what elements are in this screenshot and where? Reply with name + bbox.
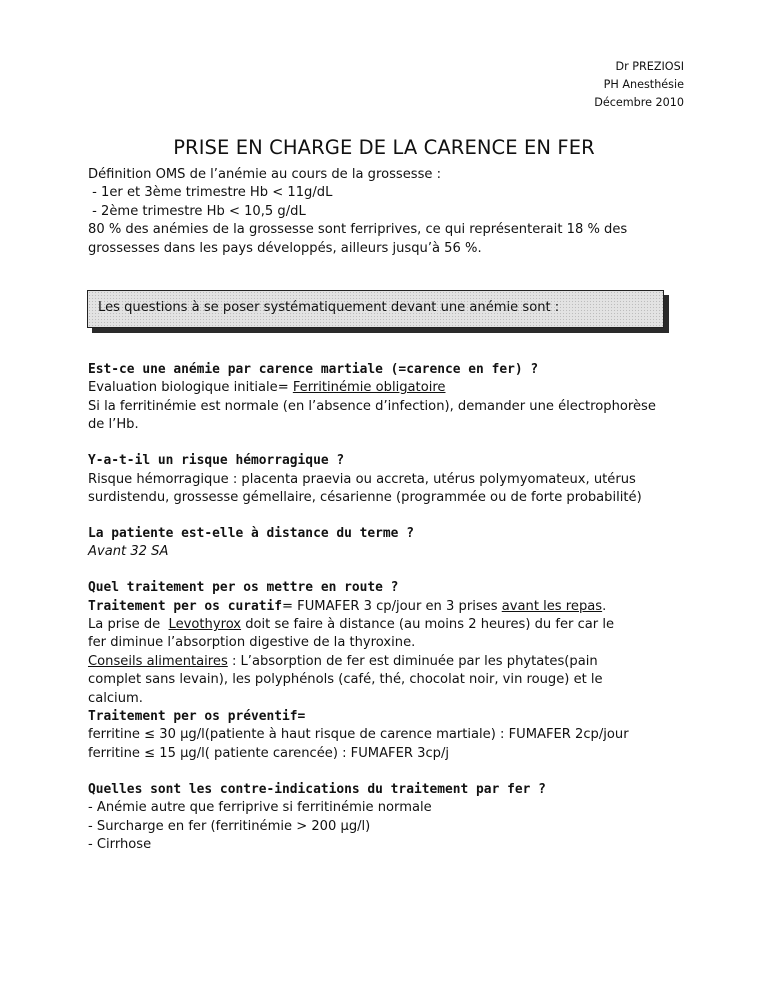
- document-date: Décembre 2010: [594, 96, 684, 109]
- paragraph: ferritine ≤ 30 µg/l(patiente à haut risque de carence martiale) : FUMAFER 2cp/jour: [88, 727, 629, 743]
- question-heading: Quel traitement per os mettre en route ?: [88, 580, 399, 596]
- curatif-label: Traitement per os curatif: [88, 598, 283, 614]
- question-block-1: [88, 361, 698, 435]
- paragraph: [88, 653, 698, 671]
- page-title: PRISE EN CHARGE DE LA CARENCE EN FER: [173, 136, 595, 159]
- question-heading: Est-ce une anémie par carence martiale (=carence en fer) ?: [88, 362, 539, 377]
- callout-box: [87, 290, 670, 334]
- question-block-2: [88, 452, 698, 507]
- criterion-item: - 2ème trimestre Hb < 10,5 g/dL: [88, 203, 306, 219]
- stat-text: 80 % des anémies de la grossesse sont ferriprives, ce qui représenterait 18 % des: [88, 222, 628, 238]
- question-heading: La patiente est-elle à distance du terme ?: [88, 525, 414, 541]
- levothyrox-underlined: Levothyrox: [168, 616, 242, 632]
- author-role: PH Anesthésie: [603, 78, 684, 91]
- question-heading: Y-a-t-il un risque hémorragique ?: [88, 453, 345, 469]
- paragraph: Si la ferritinémie est normale (en l’absence d’infection), demander une électrophorèse: [88, 398, 656, 414]
- stat-text: grossesses dans les pays développés, ailleurs jusqu’à 56 %.: [88, 240, 482, 256]
- paragraph: de l’Hb.: [88, 417, 139, 433]
- author-name: Dr PREZIOSI: [615, 60, 684, 73]
- question-heading: Quelles sont les contre-indications du traitement par fer ?: [88, 781, 546, 797]
- curatif-end: .: [602, 598, 607, 614]
- question-block-3: [88, 525, 698, 562]
- question-block-5: [88, 781, 698, 855]
- levo-text: doit se faire à distance (au moins 2 heures) du fer car le: [241, 616, 615, 632]
- paragraph: ferritine ≤ 15 µg/l( patiente carencée) : FUMAFER 3cp/j: [88, 745, 450, 761]
- conseils-text: : L’absorption de fer est diminuée par les phytates(pain: [227, 653, 598, 669]
- paragraph: calcium.: [88, 690, 143, 706]
- paragraph: complet sans levain), les polyphénols (café, thé, chocolat noir, vin rouge) et le: [88, 672, 603, 688]
- eval-prefix: Evaluation biologique initiale=: [88, 380, 293, 396]
- list-item: - Anémie autre que ferriprive si ferritinémie normale: [88, 800, 432, 816]
- paragraph: [88, 598, 698, 616]
- list-item: - Surcharge en fer (ferritinémie > 200 µg/l): [88, 818, 371, 834]
- definition-text: Définition OMS de l’anémie au cours de la grossesse :: [88, 167, 442, 182]
- paragraph: Avant 32 SA: [88, 544, 169, 560]
- curatif-underlined: avant les repas: [501, 598, 603, 614]
- conseils-underlined: Conseils alimentaires: [88, 653, 228, 669]
- list-item: - Cirrhose: [88, 836, 152, 852]
- criterion-item: - 1er et 3ème trimestre Hb < 11g/dL: [88, 185, 333, 201]
- intro-section: [88, 166, 698, 258]
- callout-text: Les questions à se poser systématiquement devant une anémie sont :: [87, 290, 664, 328]
- author-block: [594, 58, 684, 112]
- ferritinemie-underlined: Ferritinémie obligatoire: [292, 380, 446, 396]
- question-block-4: [88, 579, 698, 763]
- preventif-label: Traitement per os préventif=: [88, 709, 306, 724]
- curatif-text: = FUMAFER 3 cp/jour en 3 prises: [282, 598, 502, 614]
- levo-prefix: La prise de: [88, 616, 169, 632]
- paragraph: fer diminue l’absorption digestive de la thyroxine.: [88, 635, 416, 651]
- paragraph: Risque hémorragique : placenta praevia ou accreta, utérus polymyomateux, utérus: [88, 471, 636, 487]
- questions-section: [88, 361, 698, 872]
- paragraph: [88, 379, 698, 397]
- paragraph: surdistendu, grossesse gémellaire, césarienne (programmée ou de forte probabilité): [88, 489, 642, 505]
- paragraph: [88, 616, 698, 634]
